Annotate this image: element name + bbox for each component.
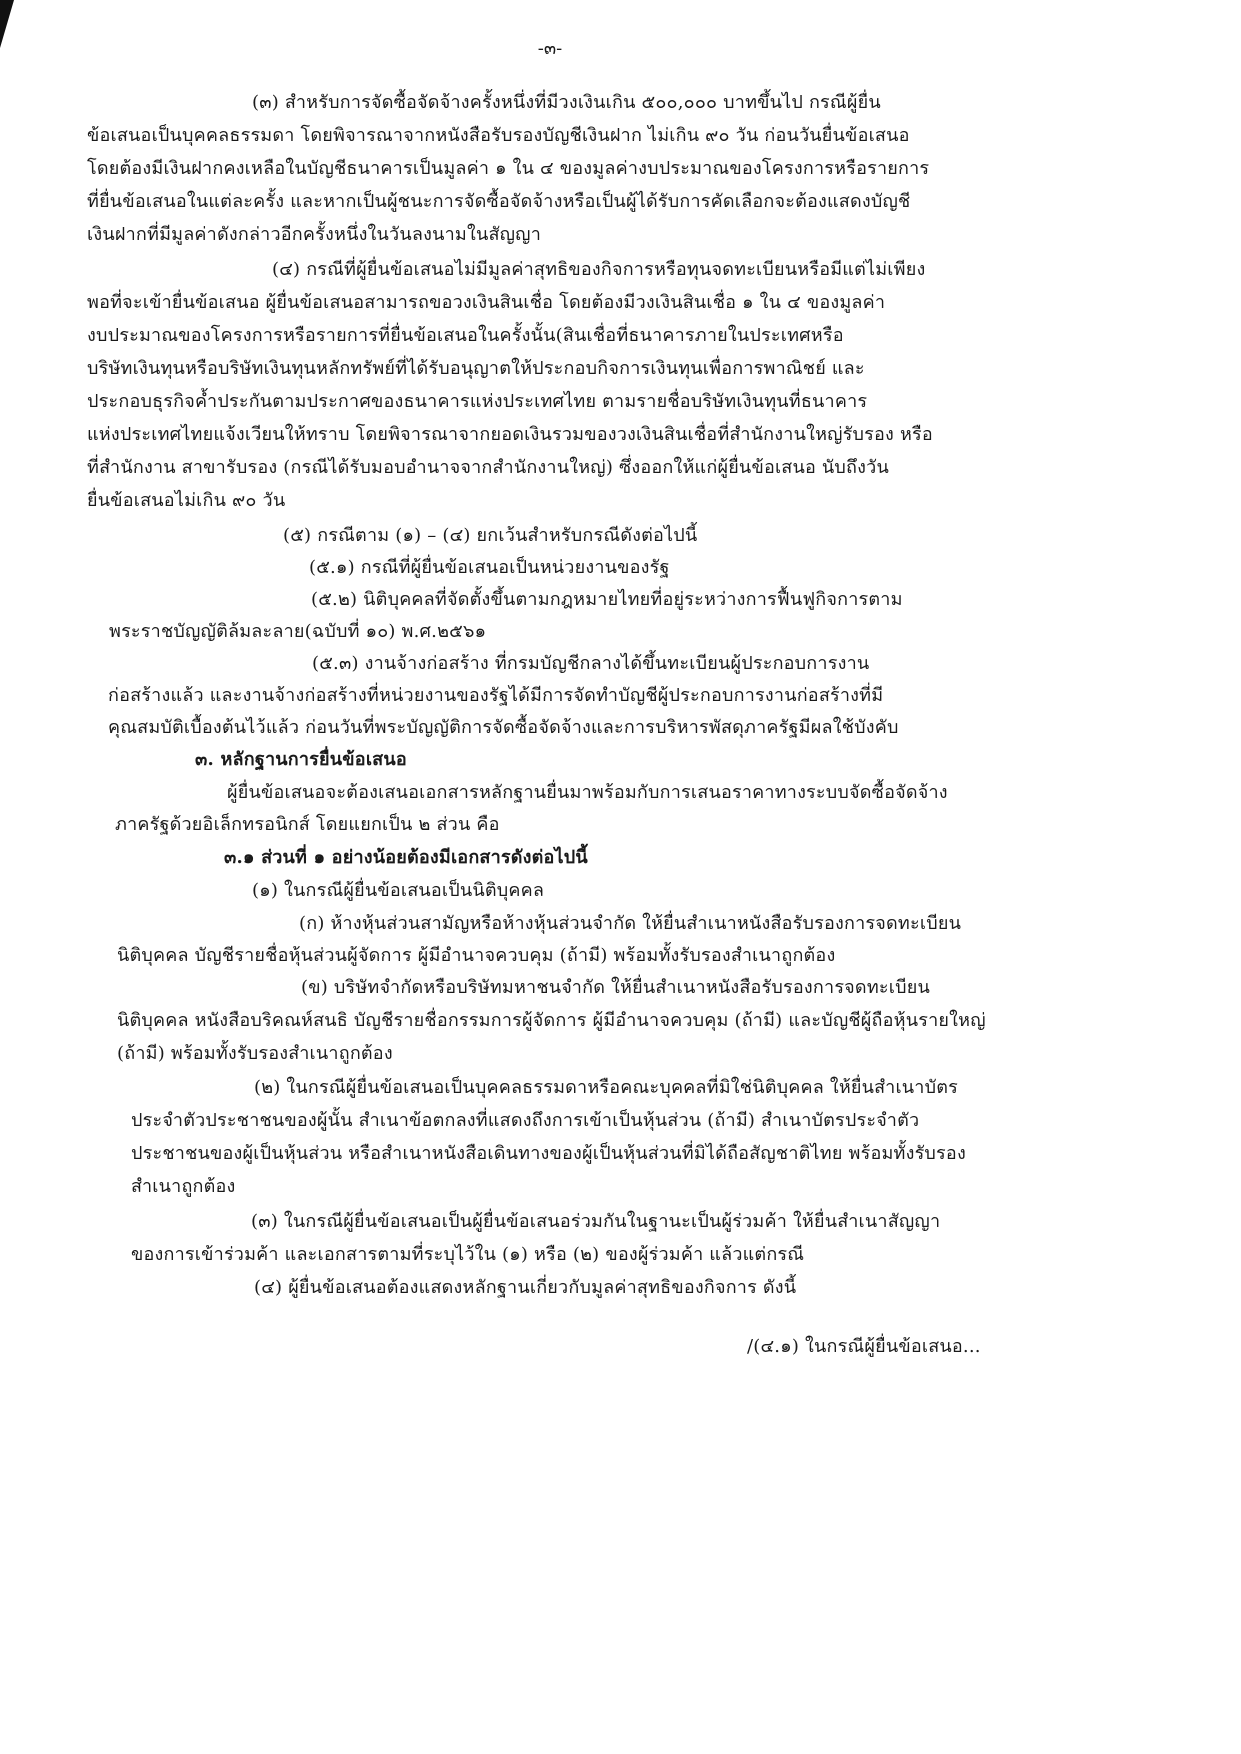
line-p4-8: ยื่นข้อเสนอไม่เกิน ๙๐ วัน	[87, 490, 286, 511]
line-s1a-2: นิติบุคคล บัญชีรายชื่อหุ้นส่วนผู้จัดการ ผู้มีอำนาจควบคุม (ถ้ามี) พร้อมทั้งรับรองสำเนาถูกต้อง	[117, 945, 836, 966]
line-s1a-1: (ก) ห้างหุ้นส่วนสามัญหรือห้างหุ้นส่วนจำกัด ให้ยื่นสำเนาหนังสือรับรองการจดทะเบียน	[299, 913, 962, 934]
heading-section-3: ๓. หลักฐานการยื่นข้อเสนอ	[195, 749, 407, 770]
line-p4-1: (๔) กรณีที่ผู้ยื่นข้อเสนอไม่มีมูลค่าสุทธิของกิจการหรือทุนจดทะเบียนหรือมีแต่ไม่เพียง	[272, 259, 926, 280]
line-h3-p1: ผู้ยื่นข้อเสนอจะต้องเสนอเอกสารหลักฐานยื่นมาพร้อมกับการเสนอราคาทางระบบจัดซื้อจัดจ้าง	[227, 782, 948, 803]
line-s2-3: ประชาชนของผู้เป็นหุ้นส่วน หรือสำเนาหนังสือเดินทางของผู้เป็นหุ้นส่วนที่มิได้ถือสัญชาติไทย พร้อมทั้งรับรอง	[131, 1143, 966, 1164]
line-p52-1: (๕.๒) นิติบุคคลที่จัดตั้งขึ้นตามกฎหมายไทยที่อยู่ระหว่างการฟื้นฟูกิจการตาม	[311, 589, 903, 610]
line-p4-5: ประกอบธุรกิจค้ำประกันตามประกาศของธนาคารแห่งประเทศไทย ตามรายชื่อบริษัทเงินทุนที่ธนาคาร	[87, 391, 868, 412]
line-p4-2: พอที่จะเข้ายื่นข้อเสนอ ผู้ยื่นข้อเสนอสามารถขอวงเงินสินเชื่อ โดยต้องมีวงเงินสินเชื่อ ๑ ใน ๔ ของมูลค่า	[87, 292, 886, 313]
line-s2-4: สำเนาถูกต้อง	[131, 1176, 236, 1197]
line-s1b-3: (ถ้ามี) พร้อมทั้งรับรองสำเนาถูกต้อง	[117, 1043, 393, 1064]
heading-section-3-1: ๓.๑ ส่วนที่ ๑ อย่างน้อยต้องมีเอกสารดังต่อไปนี้	[224, 847, 588, 868]
line-s1: (๑) ในกรณีผู้ยื่นข้อเสนอเป็นนิติบุคคล	[252, 880, 545, 901]
line-p53-2: ก่อสร้างแล้ว และงานจ้างก่อสร้างที่หน่วยงานของรัฐได้มีการจัดทำบัญชีผู้ประกอบการงานก่อสร้างที่มี	[108, 685, 884, 706]
page-number: -๓-	[537, 38, 563, 59]
continuation-note: /(๔.๑) ในกรณีผู้ยื่นข้อเสนอ...	[747, 1336, 981, 1357]
line-p53-3: คุณสมบัติเบื้องต้นไว้แล้ว ก่อนวันที่พระบัญญัติการจัดซื้อจัดจ้างและการบริหารพัสดุภาครัฐมีผลใช้บังคับ	[108, 717, 899, 738]
line-s2-1: (๒) ในกรณีผู้ยื่นข้อเสนอเป็นบุคคลธรรมดาหรือคณะบุคคลที่มิใช่นิติบุคคล ให้ยื่นสำเนาบัตร	[254, 1077, 958, 1098]
line-p3-2: ข้อเสนอเป็นบุคคลธรรมดา โดยพิจารณาจากหนังสือรับรองบัญชีเงินฝาก ไม่เกิน ๙๐ วัน ก่อนวันยื่นข้อเสนอ	[87, 125, 910, 146]
line-s1b-2: นิติบุคคล หนังสือบริคณห์สนธิ บัญชีรายชื่อกรรมการผู้จัดการ ผู้มีอำนาจควบคุม (ถ้ามี) และบัญชีผู้ถือหุ้นรายใหญ่	[117, 1010, 986, 1031]
line-s3-2: ของการเข้าร่วมค้า และเอกสารตามที่ระบุไว้ใน (๑) หรือ (๒) ของผู้ร่วมค้า แล้วแต่กรณี	[131, 1244, 805, 1265]
line-p4-4: บริษัทเงินทุนหรือบริษัทเงินทุนหลักทรัพย์ที่ได้รับอนุญาตให้ประกอบกิจการเงินทุนเพื่อการพาณิชย์ และ	[87, 358, 865, 379]
line-h3-p2: ภาครัฐด้วยอิเล็กทรอนิกส์ โดยแยกเป็น ๒ ส่วน คือ	[115, 814, 500, 835]
line-p53-1: (๕.๓) งานจ้างก่อสร้าง ที่กรมบัญชีกลางได้ขึ้นทะเบียนผู้ประกอบการงาน	[312, 653, 870, 674]
line-s3-1: (๓) ในกรณีผู้ยื่นข้อเสนอเป็นผู้ยื่นข้อเสนอร่วมกันในฐานะเป็นผู้ร่วมค้า ให้ยื่นสำเนาสัญญา	[251, 1211, 941, 1232]
line-p4-3: งบประมาณของโครงการหรือรายการที่ยื่นข้อเสนอในครั้งนั้น(สินเชื่อที่ธนาคารภายในประเทศหรือ	[87, 325, 844, 346]
line-s2-2: ประจำตัวประชาชนของผู้นั้น สำเนาข้อตกลงที่แสดงถึงการเข้าเป็นหุ้นส่วน (ถ้ามี) สำเนาบัตรประจำตัว	[131, 1110, 920, 1131]
line-p3-1: (๓) สำหรับการจัดซื้อจัดจ้างครั้งหนึ่งที่มีวงเงินเกิน ๕๐๐,๐๐๐ บาทขึ้นไป กรณีผู้ยื่น	[252, 92, 881, 113]
line-s4-1: (๔) ผู้ยื่นข้อเสนอต้องแสดงหลักฐานเกี่ยวกับมูลค่าสุทธิของกิจการ ดังนี้	[254, 1277, 797, 1298]
line-p52-2: พระราชบัญญัติล้มละลาย(ฉบับที่ ๑๐) พ.ศ.๒๕๖๑	[109, 621, 487, 642]
line-p3-3: โดยต้องมีเงินฝากคงเหลือในบัญชีธนาคารเป็นมูลค่า ๑ ใน ๔ ของมูลค่างบประมาณของโครงการหรือรายการ	[87, 158, 930, 179]
line-p4-7: ที่สำนักงาน สาขารับรอง (กรณีได้รับมอบอำนาจจากสำนักงานใหญ่) ซึ่งออกให้แก่ผู้ยื่นข้อเสนอ นับถึงวัน	[87, 457, 889, 478]
line-p4-6: แห่งประเทศไทยแจ้งเวียนให้ทราบ โดยพิจารณาจากยอดเงินรวมของวงเงินสินเชื่อที่สำนักงานใหญ่รับรอง หรือ	[87, 424, 933, 445]
line-p3-4: ที่ยื่นข้อเสนอในแต่ละครั้ง และหากเป็นผู้ชนะการจัดซื้อจัดจ้างหรือเป็นผู้ได้รับการคัดเลือกจะต้องแสดงบัญชี	[87, 191, 911, 212]
line-p51-1: (๕.๑) กรณีที่ผู้ยื่นข้อเสนอเป็นหน่วยงานของรัฐ	[309, 557, 670, 578]
line-p3-5: เงินฝากที่มีมูลค่าดังกล่าวอีกครั้งหนึ่งในวันลงนามในสัญญา	[87, 224, 542, 245]
line-s1b-1: (ข) บริษัทจำกัดหรือบริษัทมหาชนจำกัด ให้ยื่นสำเนาหนังสือรับรองการจดทะเบียน	[301, 977, 930, 998]
line-p5-1: (๕) กรณีตาม (๑) – (๔) ยกเว้นสำหรับกรณีดังต่อไปนี้	[283, 525, 698, 546]
